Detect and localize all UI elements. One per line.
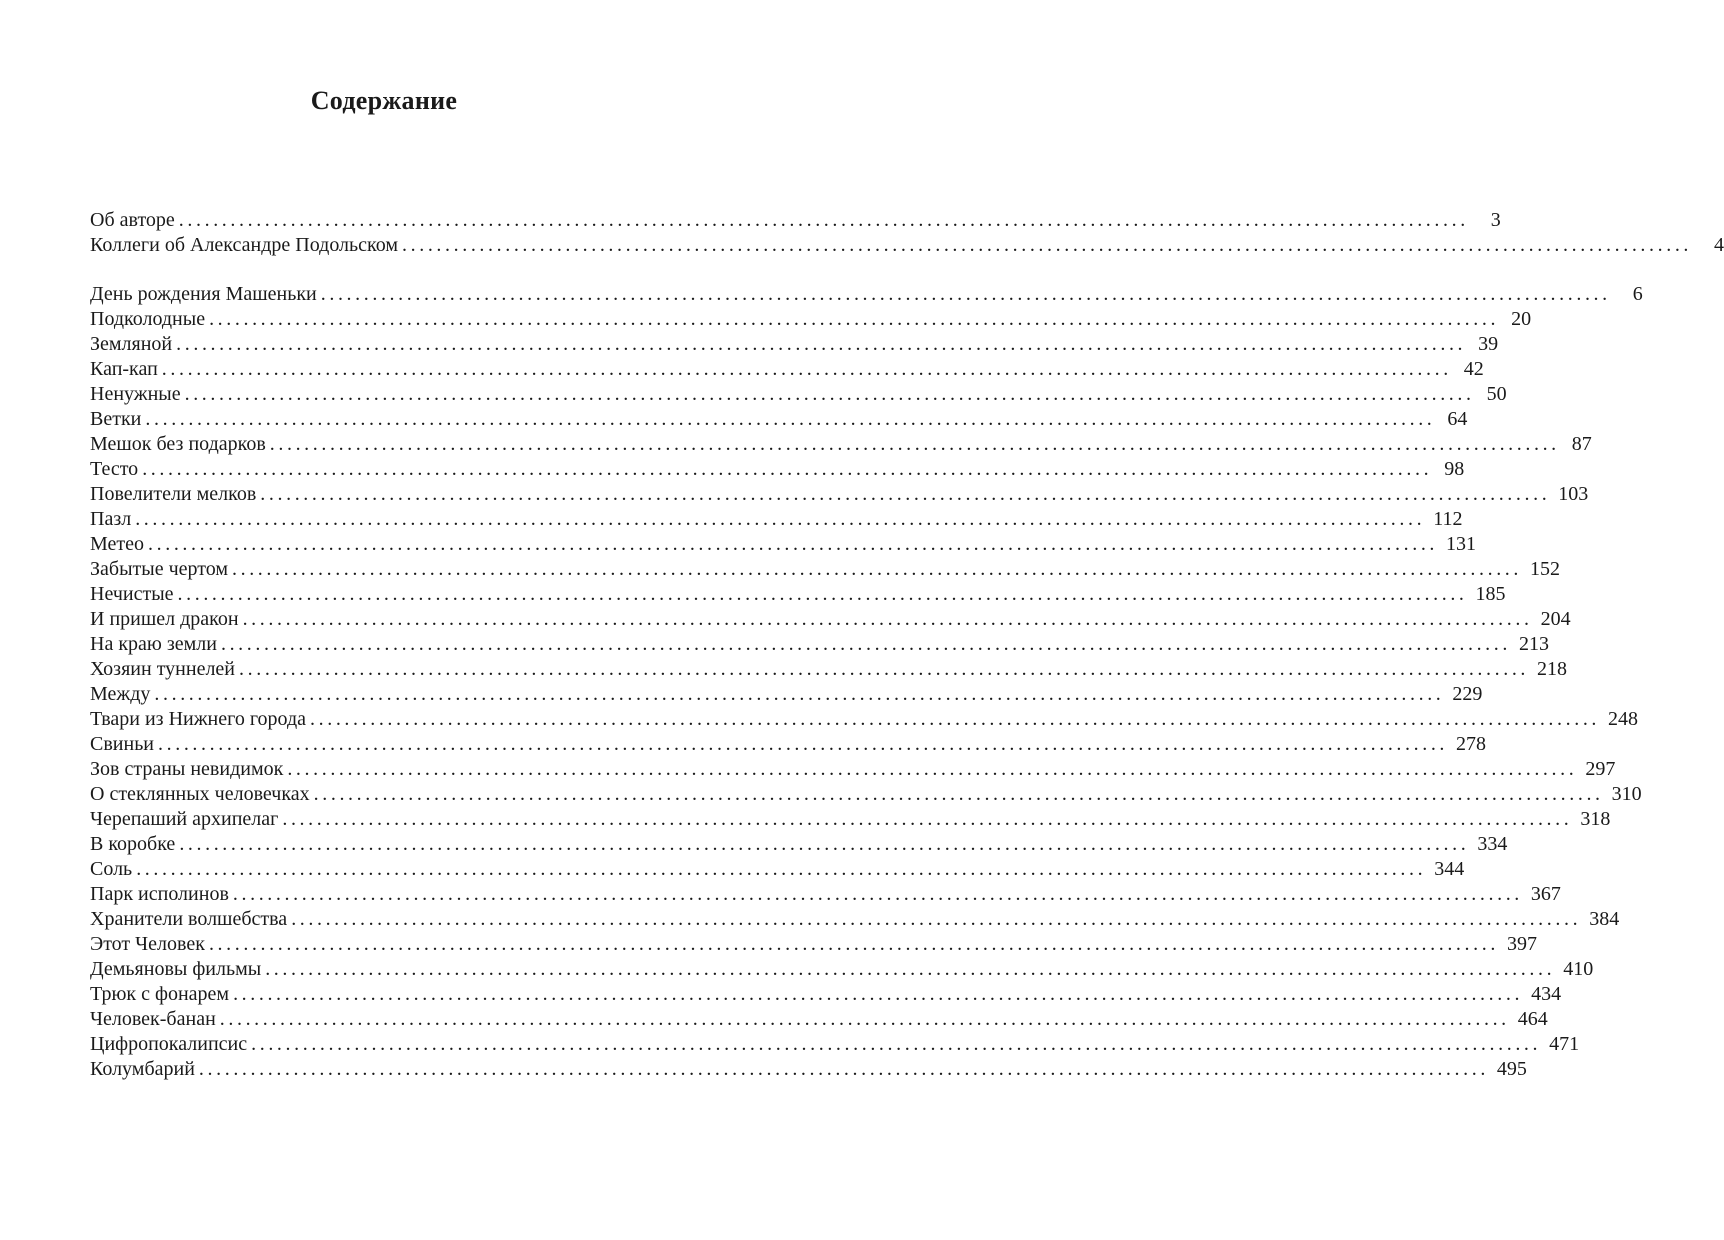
table-of-contents	[90, 208, 1724, 1082]
toc-entry[interactable]	[90, 982, 1562, 1007]
toc-page-number: 213	[1518, 633, 1549, 655]
toc-entry-title: Ветки	[90, 408, 142, 430]
dot-leader: ......................................................................................................................................................	[148, 533, 1439, 555]
toc-entry[interactable]	[90, 233, 1724, 258]
toc-page-number: 131	[1446, 533, 1477, 555]
toc-entry[interactable]	[90, 1057, 1527, 1082]
toc-stories	[90, 282, 1643, 1082]
toc-entry[interactable]	[90, 632, 1549, 657]
dot-leader: ......................................................................................................................................................	[269, 433, 1560, 455]
toc-entry-title: На краю земли	[90, 633, 217, 655]
dot-leader: ......................................................................................................................................................	[310, 708, 1601, 730]
toc-entry-title: Между	[90, 683, 151, 705]
toc-entry-title: Ненужные	[90, 383, 181, 405]
dot-leader: ......................................................................................................................................................	[287, 758, 1578, 780]
toc-entry-title: Земляной	[90, 333, 173, 355]
dot-leader: ......................................................................................................................................................	[291, 908, 1582, 930]
toc-entry-title: Трюк с фонарем	[90, 983, 230, 1005]
toc-page-number: 397	[1506, 933, 1537, 955]
dot-leader: ......................................................................................................................................................	[176, 333, 1467, 355]
toc-page-number: 4	[1714, 234, 1724, 256]
toc-page-number: 278	[1456, 733, 1487, 755]
toc-entry[interactable]	[90, 1007, 1548, 1032]
toc-page-number: 464	[1517, 1008, 1548, 1030]
toc-entry-title: Зов страны невидимок	[90, 758, 284, 780]
toc-page-number: 20	[1511, 308, 1532, 330]
toc-page-number: 204	[1540, 608, 1571, 630]
toc-entry[interactable]	[90, 332, 1499, 357]
dot-leader: ......................................................................................................................................................	[184, 383, 1475, 405]
dot-leader: ......................................................................................................................................................	[219, 1008, 1510, 1030]
toc-entry-title: День рождения Машеньки	[90, 283, 317, 305]
toc-entry[interactable]	[90, 307, 1532, 332]
dot-leader: ......................................................................................................................................................	[402, 234, 1693, 256]
toc-entry[interactable]	[90, 957, 1594, 982]
toc-entry-title: Колумбарий	[90, 1058, 195, 1080]
toc-entry-title: Мешок без подарков	[90, 433, 266, 455]
toc-entry-title: Кап-кап	[90, 358, 158, 380]
toc-page-number: 310	[1611, 783, 1642, 805]
toc-page-number: 384	[1589, 908, 1620, 930]
toc-entry[interactable]	[90, 607, 1571, 632]
toc-front-matter	[90, 208, 1724, 258]
dot-leader: ......................................................................................................................................................	[265, 958, 1556, 980]
toc-page-number: 185	[1475, 583, 1506, 605]
toc-page-number: 334	[1477, 833, 1508, 855]
dot-leader: ......................................................................................................................................................	[158, 733, 1449, 755]
toc-entry-title: Парк исполинов	[90, 883, 229, 905]
toc-page-number: 103	[1558, 483, 1589, 505]
dot-leader: ......................................................................................................................................................	[198, 1058, 1489, 1080]
toc-entry[interactable]	[90, 1032, 1580, 1057]
dot-leader: ......................................................................................................................................................	[178, 209, 1469, 231]
toc-page-number: 3	[1490, 209, 1501, 231]
toc-entry-title: Твари из Нижнего города	[90, 708, 307, 730]
toc-page-number: 297	[1585, 758, 1616, 780]
toc-entry-title: Пазл	[90, 508, 132, 530]
toc-entry[interactable]	[90, 882, 1561, 907]
toc-page-number: 229	[1452, 683, 1483, 705]
toc-entry-title: Об авторе	[90, 209, 175, 231]
dot-leader: ......................................................................................................................................................	[177, 583, 1468, 605]
dot-leader: ......................................................................................................................................................	[232, 558, 1522, 580]
dot-leader: ......................................................................................................................................................	[313, 783, 1604, 805]
dot-leader: ......................................................................................................................................................	[135, 508, 1426, 530]
toc-page-number: 318	[1580, 808, 1611, 830]
toc-entry-title: В коробке	[90, 833, 176, 855]
toc-entry-title: Цифропокалипсис	[90, 1033, 248, 1055]
toc-entry-title: Повелители мелков	[90, 483, 257, 505]
dot-leader: ......................................................................................................................................................	[145, 408, 1436, 430]
dot-leader: ......................................................................................................................................................	[251, 1033, 1542, 1055]
toc-page-number: 471	[1549, 1033, 1580, 1055]
page-title: Содержание	[310, 86, 458, 115]
toc-entry[interactable]	[90, 507, 1463, 532]
toc-entry-title: Нечистые	[90, 583, 174, 605]
toc-entry[interactable]	[90, 857, 1465, 882]
toc-entry[interactable]	[90, 907, 1620, 932]
toc-entry[interactable]	[90, 657, 1568, 682]
toc-page-number: 248	[1608, 708, 1639, 730]
toc-entry[interactable]	[90, 407, 1468, 432]
dot-leader: ......................................................................................................................................................	[232, 883, 1523, 905]
toc-entry[interactable]	[90, 732, 1487, 757]
toc-page-number: 50	[1486, 383, 1507, 405]
toc-entry-title: Коллеги об Александре Подольском	[90, 234, 399, 256]
toc-page-number: 112	[1433, 508, 1463, 530]
toc-entry-title: Хозяин туннелей	[90, 658, 236, 680]
toc-entry-title: Свиньи	[90, 733, 155, 755]
toc-entry-title: Черепаший архипелаг	[90, 808, 279, 830]
toc-entry[interactable]	[90, 457, 1465, 482]
toc-page-number: 87	[1571, 433, 1592, 455]
toc-entry-title: Хранители волшебства	[90, 908, 288, 930]
dot-leader: ......................................................................................................................................................	[154, 683, 1445, 705]
toc-entry[interactable]	[90, 782, 1642, 807]
toc-entry[interactable]	[90, 932, 1537, 957]
dot-leader: ......................................................................................................................................................	[233, 983, 1524, 1005]
toc-entry-title: Человек-банан	[90, 1008, 216, 1030]
dot-leader: ......................................................................................................................................................	[208, 933, 1499, 955]
toc-page-number: 344	[1434, 858, 1465, 880]
toc-page-number: 6	[1632, 283, 1643, 305]
dot-leader: ......................................................................................................................................................	[220, 633, 1511, 655]
toc-entry[interactable]	[90, 357, 1484, 382]
toc-page-number: 495	[1496, 1058, 1527, 1080]
toc-page-number: 410	[1563, 958, 1594, 980]
toc-entry-title: И пришел дракон	[90, 608, 239, 630]
toc-entry[interactable]	[90, 807, 1611, 832]
toc-entry[interactable]	[90, 707, 1639, 732]
toc-page-number: 367	[1530, 883, 1561, 905]
dot-leader: ......................................................................................................................................................	[209, 308, 1500, 330]
dot-leader: ......................................................................................................................................................	[242, 608, 1533, 630]
dot-leader: ......................................................................................................................................................	[260, 483, 1551, 505]
dot-leader: ......................................................................................................................................................	[142, 458, 1433, 480]
toc-entry[interactable]	[90, 532, 1477, 557]
toc-entry-title: О стеклянных человечках	[90, 783, 310, 805]
dot-leader: ......................................................................................................................................................	[136, 858, 1427, 880]
toc-page-number: 98	[1444, 458, 1465, 480]
toc-page-number: 152	[1530, 558, 1560, 580]
toc-entry-title: Демьяновы фильмы	[90, 958, 262, 980]
toc-entry[interactable]	[90, 482, 1589, 507]
toc-entry-title: Подколодные	[90, 308, 206, 330]
toc-entry[interactable]	[90, 432, 1592, 457]
toc-page-number: 42	[1463, 358, 1484, 380]
toc-entry[interactable]	[90, 282, 1643, 307]
dot-leader: ......................................................................................................................................................	[239, 658, 1530, 680]
toc-entry-title: Метео	[90, 533, 145, 555]
toc-entry-title: Забытые чертом	[90, 558, 228, 580]
toc-entry[interactable]	[90, 582, 1506, 607]
toc-page-number: 434	[1531, 983, 1562, 1005]
toc-entry[interactable]	[90, 757, 1616, 782]
toc-page-number: 218	[1537, 658, 1568, 680]
toc-page-number: 64	[1447, 408, 1468, 430]
dot-leader: ......................................................................................................................................................	[282, 808, 1573, 830]
toc-page-number: 39	[1478, 333, 1499, 355]
toc-entry-title: Соль	[90, 858, 133, 880]
toc-entry[interactable]	[90, 208, 1501, 233]
toc-entry-title: Тесто	[90, 458, 139, 480]
toc-entry[interactable]	[90, 382, 1507, 407]
dot-leader: ......................................................................................................................................................	[161, 358, 1452, 380]
toc-entry[interactable]	[90, 832, 1508, 857]
toc-entry-title: Этот Человек	[90, 933, 205, 955]
dot-leader: ......................................................................................................................................................	[320, 283, 1611, 305]
toc-entry[interactable]	[90, 557, 1560, 582]
toc-entry[interactable]	[90, 682, 1483, 707]
dot-leader: ......................................................................................................................................................	[179, 833, 1470, 855]
